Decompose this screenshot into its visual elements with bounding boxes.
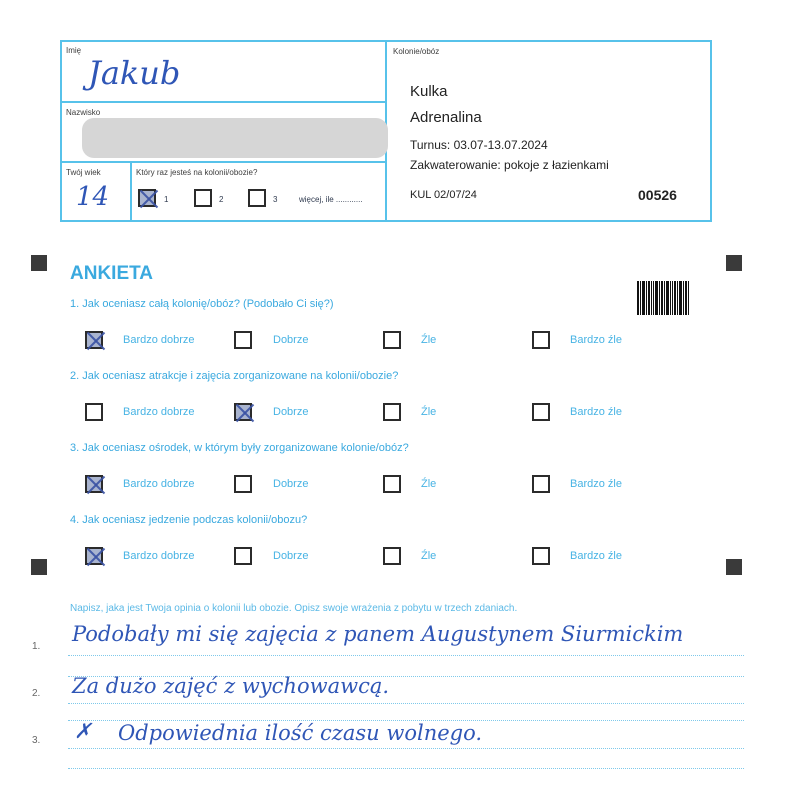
age-value[interactable]: 14 (76, 182, 110, 212)
question-3: 3. Jak oceniasz ośrodek, w którym były zorganizowane kolonie/obóz? (70, 442, 409, 454)
age-label: Twój wiek (66, 168, 101, 177)
camp-line2: Adrenalina (410, 109, 482, 126)
opinion-prompt: Napisz, jaka jest Twoja opinia o kolonii lub obozie. Opisz swoje wrażenia z pobytu w trzech zdaniach. (70, 603, 518, 614)
times-label: Który raz jesteś na kolonii/obozie? (136, 168, 258, 177)
header-divider-age (130, 161, 132, 222)
registration-mark (31, 559, 47, 575)
times-option-3: 3 (273, 195, 278, 204)
camp-line1: Kulka (410, 83, 448, 100)
q3-option-dobrze[interactable] (234, 475, 252, 493)
q3-option-bardzo-zle[interactable] (532, 475, 550, 493)
camp-code: KUL 02/07/24 (410, 189, 477, 201)
times-checkbox-1[interactable] (138, 189, 156, 207)
q2-label-bardzo-dobrze: Bardzo dobrze (123, 406, 195, 418)
q4-label-bardzo-zle: Bardzo źle (570, 550, 622, 562)
q1-label-dobrze: Dobrze (273, 334, 309, 346)
q4-label-dobrze: Dobrze (273, 550, 309, 562)
times-option-1: 1 (164, 195, 169, 204)
answer-line (68, 748, 744, 749)
line-number-3: 3. (32, 735, 41, 746)
answer-line (68, 768, 744, 769)
q1-label-bardzo-dobrze: Bardzo dobrze (123, 334, 195, 346)
name-value[interactable]: Jakub (88, 54, 181, 92)
q2-option-dobrze[interactable] (234, 403, 252, 421)
q3-option-zle[interactable] (383, 475, 401, 493)
opinion-line-1[interactable]: Podobały mi się zajęcia z panem Augustynem Siurmickim (72, 622, 684, 646)
question-4: 4. Jak oceniasz jedzenie podczas kolonii/obozu? (70, 514, 308, 526)
zakwaterowanie-text: Zakwaterowanie: pokoje z łazienkami (410, 158, 609, 172)
turnus-text: Turnus: 03.07-13.07.2024 (410, 138, 548, 152)
header-divider-surname (60, 161, 386, 163)
q2-option-bardzo-dobrze[interactable] (85, 403, 103, 421)
q1-option-bardzo-zle[interactable] (532, 331, 550, 349)
form-number: 00526 (638, 187, 677, 203)
q2-label-dobrze: Dobrze (273, 406, 309, 418)
q3-label-bardzo-zle: Bardzo źle (570, 478, 622, 490)
q2-label-bardzo-zle: Bardzo źle (570, 406, 622, 418)
camp-label: Kolonie/obóz (393, 47, 440, 56)
name-label: Imię (66, 46, 82, 55)
surname-label: Nazwisko (66, 108, 101, 117)
q1-label-zle: Źle (421, 334, 437, 346)
q2-option-zle[interactable] (383, 403, 401, 421)
q4-label-zle: Źle (421, 550, 437, 562)
times-checkbox-2[interactable] (194, 189, 212, 207)
answer-line (68, 703, 744, 704)
line-number-2: 2. (32, 688, 41, 699)
strikeout-mark: ✗ (74, 719, 92, 743)
registration-mark (31, 255, 47, 271)
q2-option-bardzo-zle[interactable] (532, 403, 550, 421)
question-1: 1. Jak oceniasz całą kolonię/obóz? (Podobało Ci się?) (70, 298, 334, 310)
times-checkbox-3[interactable] (248, 189, 266, 207)
q4-option-zle[interactable] (383, 547, 401, 565)
q1-option-dobrze[interactable] (234, 331, 252, 349)
q3-label-zle: Źle (421, 478, 437, 490)
q4-option-bardzo-zle[interactable] (532, 547, 550, 565)
q1-option-zle[interactable] (383, 331, 401, 349)
q3-label-bardzo-dobrze: Bardzo dobrze (123, 478, 195, 490)
q1-option-bardzo-dobrze[interactable] (85, 331, 103, 349)
header-divider-name (60, 101, 386, 103)
opinion-line-2[interactable]: Za dużo zajęć z wychowawcą. (72, 674, 390, 698)
survey-title: ANKIETA (70, 263, 154, 284)
q1-label-bardzo-zle: Bardzo źle (570, 334, 622, 346)
q4-label-bardzo-dobrze: Bardzo dobrze (123, 550, 195, 562)
q4-option-dobrze[interactable] (234, 547, 252, 565)
q3-label-dobrze: Dobrze (273, 478, 309, 490)
q3-option-bardzo-dobrze[interactable] (85, 475, 103, 493)
opinion-line-3[interactable]: Odpowiednia ilość czasu wolnego. (118, 721, 483, 745)
q4-option-bardzo-dobrze[interactable] (85, 547, 103, 565)
times-option-more: więcej, ile ............ (299, 195, 363, 204)
answer-line (68, 655, 744, 656)
line-number-1: 1. (32, 641, 41, 652)
registration-mark (726, 559, 742, 575)
registration-mark (726, 255, 742, 271)
surname-redaction (82, 118, 388, 158)
q2-label-zle: Źle (421, 406, 437, 418)
question-2: 2. Jak oceniasz atrakcje i zajęcia zorganizowane na kolonii/obozie? (70, 370, 399, 382)
barcode (637, 281, 690, 315)
times-option-2: 2 (219, 195, 224, 204)
